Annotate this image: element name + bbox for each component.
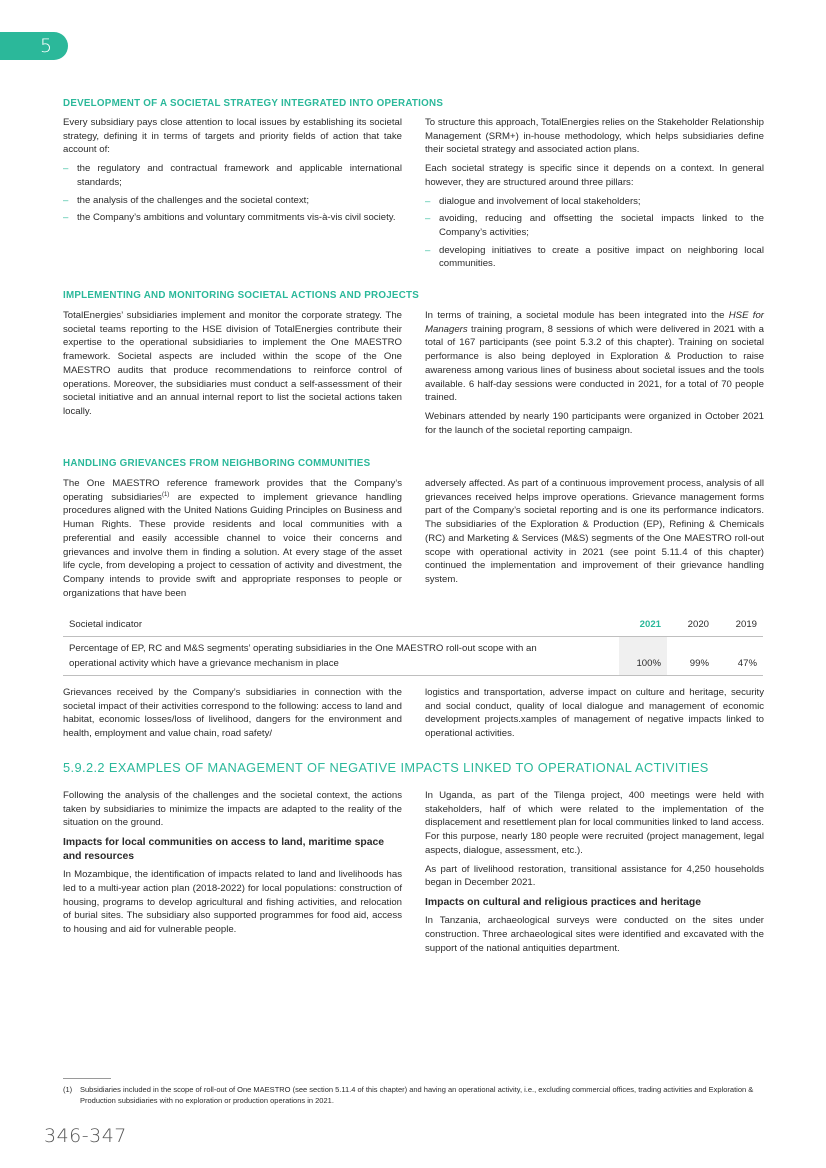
paragraph: TotalEnergies’ subsidiaries implement and monitor the corporate strategy. The societal teams reporting to the HSE division of TotalEnergies contribute their expertise to the operational subsidiaries to implement the One MAESTRO framework. Societal aspects are included within the scope of the One MAESTRO audits that produce recommendations to reinforce control of operations. Moreover, the subsidiaries must conduct a self-assessment of their societal initiative and an annual internal report to list the societal actions taken locally. [63,310,402,417]
section-heading-societal-strategy: DEVELOPMENT OF A SOCIETAL STRATEGY INTEGRATED INTO OPERATIONS [63,98,444,109]
chapter-number: 5 [40,35,53,57]
section-heading-grievances: HANDLING GRIEVANCES FROM NEIGHBORING COMMUNITIES [63,458,371,469]
table-row [63,636,763,675]
paragraph: In Mozambique, the identification of impacts related to land and livelihoods has led to a multi-year action plan (2018-2022) for local populations: construction of housing, programs to develop agricultural and fishing activities, and relocation of burial sites. The subsidiary also supported programmes for food aid, access to housing and aid for vulnerable people. [63,869,402,935]
paragraph [63,477,402,600]
list-item: – the Company’s ambitions and voluntary commitments vis-à-vis civil society. [63,211,402,225]
list-item: – avoiding, reducing and offsetting the societal impacts linked to the Company’s activities; [425,212,764,239]
footnote-mark: (1) [63,1085,73,1094]
page-number: 346-347 [44,1125,127,1147]
section2-left-column [63,309,402,424]
list-item: – dialogue and involvement of local stakeholders; [425,195,764,209]
paragraph [425,309,764,405]
section2-right-column [425,309,764,442]
paragraph: logistics and transportation, adverse impact on culture and heritage, security and social conduct, quality of local dialogue and management of economic development projects.xamples of management of negative impacts linked to operational activities. [425,687,764,740]
value-2021: 100% [619,636,667,675]
section4-right-column [425,789,764,961]
paragraph: Grievances received by the Company’s subsidiaries in connection with the societal impact of their activities correspond to the following: access to land and habitat, economic losses/loss of livelihood, dangers for the environment and health, employment and value chain, road safety/ [63,687,402,740]
section3-after-left-column [63,686,402,746]
paragraph: As part of livelihood restoration, transitional assistance for 4,250 households began in December 2021. [425,863,764,889]
text-run: In terms of training, a societal module has been integrated into the [425,310,729,321]
bullet-list [425,195,764,272]
paragraph: In Uganda, as part of the Tilenga project, 400 meetings were held with stakeholders, half of which were related to the implementation of the displacement and resettlement plan for local communities linked to land access. For this purpose, nearly 180 people were recruited (project management, legal aspects, dialogue, assessment, etc.). [425,790,764,856]
paragraph: Following the analysis of the challenges and the societal context, the actions taken by subsidiaries to minimize the impacts are adapted to the reality of the situation on the ground. [63,790,402,829]
table-header-row [63,615,763,636]
subheading-cultural-heritage: Impacts on cultural and religious practices and heritage [425,896,702,908]
footnote [63,1084,765,1106]
text-run: are expected to implement grievance handling procedures aligned with the United Nations Guiding Principles on Business and Human Rights. These provide residents and local communities with a preferential and easily accessible channel to voice their concerns and grievances and involve them in finding a solution. At every stage of the asset life cycle, from developing a project to cessation of activity and divestment, the Company intends to provide swift and appropriate responses to people or organizations that have been [63,491,402,599]
paragraph: To structure this approach, TotalEnergies relies on the Stakeholder Relationship Management (SRM+) in-house methodology, which helps subsidiaries define their societal strategy and associated action plans. [425,117,764,156]
paragraph: Each societal strategy is specific since it depends on a context. In general however, they are structured around three pillars: [425,163,764,188]
text-run: training program, 8 sessions of which were delivered in 2021 with a total of 167 participants (see point 5.3.2 of this chapter). Training on societal performance is also being deployed in Exploration & Production to raise awareness among various lines of business about societal issues and the tools available. 6 half-day sessions were conducted in 2021, for a total of 70 people trained. [425,323,764,404]
section1-left-column [63,116,402,230]
section4-left-column [63,789,402,942]
section-heading-examples: 5.9.2.2 EXAMPLES OF MANAGEMENT OF NEGATIVE IMPACTS LINKED TO OPERATIONAL ACTIVITIES [63,760,709,775]
indicator-label: Percentage of EP, RC and M&S segments’ operating subsidiaries in the One MAESTRO roll-out scope with an operational activity which have a grievance mechanism in place [63,636,619,675]
list-item: – the analysis of the challenges and the societal context; [63,194,402,208]
societal-indicator-table [63,615,763,676]
value-2020: 99% [667,636,715,675]
column-header-2019: 2019 [715,615,763,636]
paragraph: Every subsidiary pays close attention to local issues by establishing its societal strategy, defining it in terms of targets and priority fields of action that take account of: [63,117,402,156]
text-run: The One MAESTRO reference framework provides that the Company’s operating subsidiaries [63,478,402,503]
column-header-2020: 2020 [667,615,715,636]
column-header-2021: 2021 [619,615,667,636]
paragraph: adversely affected. As part of a continuous improvement process, analysis of all grievances received helps improve operations. Grievance management forms part of the Company’s societal reporting and is one its performance indicators. The subsidiaries of the Exploration & Production (EP), Refining & Chemicals (RC) and Marketing & Services (M&S) segments of the One MAESTRO roll-out scope with operational activity in 2021 (see point 5.11.4 of this chapter) continued the implementation and improvement of their grievance handling system. [425,478,764,585]
column-header-indicator: Societal indicator [63,615,619,636]
footnote-divider [63,1078,111,1079]
program-name: HSE for Managers [425,310,765,335]
section3-after-right-column [425,686,764,746]
list-item: – the regulatory and contractual framework and applicable international standards; [63,162,402,189]
list-item: – developing initiatives to create a positive impact on neighboring local communities. [425,244,764,271]
footnote-reference: (1) [161,491,170,498]
section1-right-column [425,116,764,276]
chapter-tab [0,32,68,60]
section3-left-column [63,477,402,605]
section3-right-column [425,477,764,592]
paragraph: Webinars attended by nearly 190 participants were organized in October 2021 for the launch of the societal reporting campaign. [425,410,764,436]
value-2019: 47% [715,636,763,675]
paragraph: In Tanzania, archaeological surveys were conducted on the sites under construction. Three archaeological sites were identified and excavated with the support of the national antiquities department. [425,915,764,954]
footnote-text: Subsidiaries included in the scope of roll-out of One MAESTRO (see section 5.11.4 of this chapter) and having an operational activity, i.e., excluding commercial offices, trading activities and Exploration & Production subsidiaries with no exploration or production operations in 2021. [80,1085,754,1105]
bullet-list [63,162,402,225]
section-heading-implementing-monitoring: IMPLEMENTING AND MONITORING SOCIETAL ACTIONS AND PROJECTS [63,290,420,301]
subheading-land-access: Impacts for local communities on access to land, maritime space and resources [63,837,385,862]
